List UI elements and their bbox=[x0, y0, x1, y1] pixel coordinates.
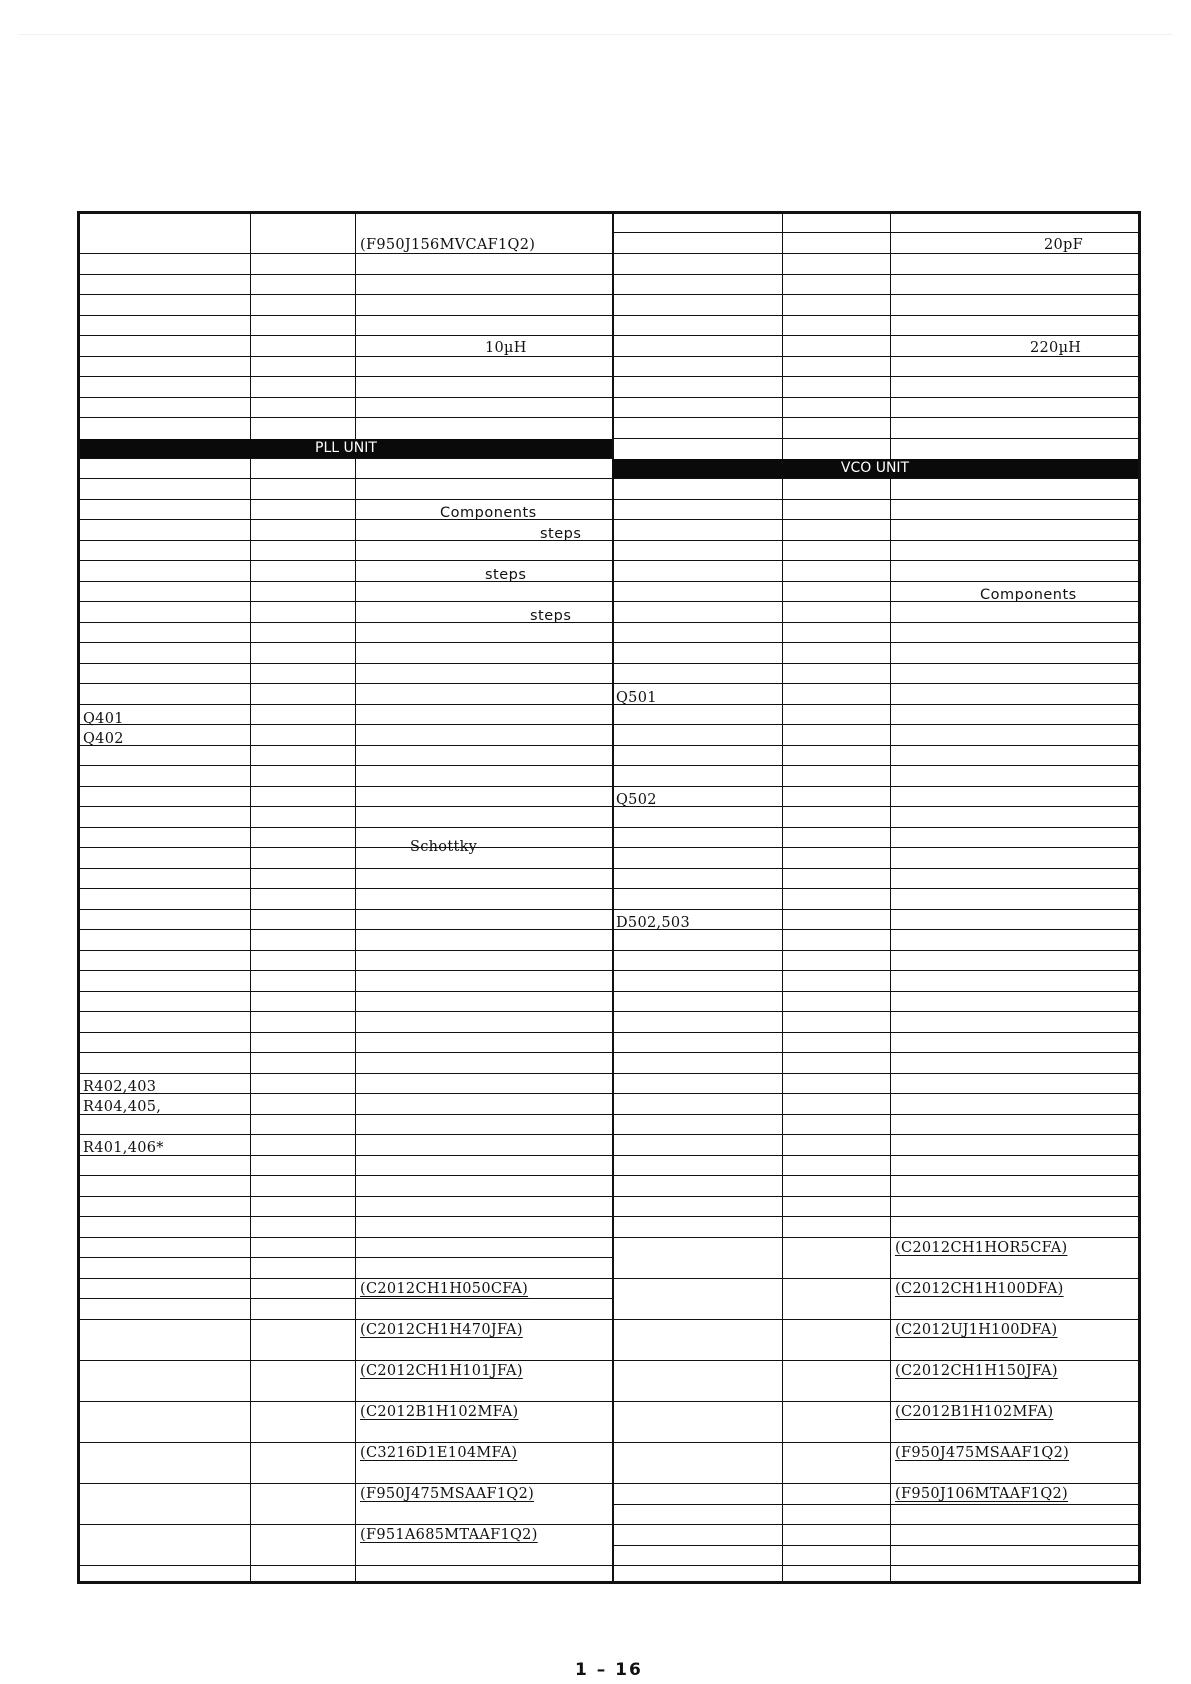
vco-code-row-7: (F950J106MTAAF1Q2) bbox=[895, 1486, 1069, 1502]
vco-components-note: Components bbox=[980, 587, 1077, 603]
ref-q401: Q401 bbox=[83, 711, 124, 727]
vco-capacitor-value: 20pF bbox=[1044, 237, 1083, 253]
pll-capacitor-code: (F950J156MVCAF1Q2) bbox=[360, 237, 536, 253]
ref-r404-405: R404,405, bbox=[83, 1099, 162, 1115]
vco-code-row-2: (C2012CH1H100DFA) bbox=[895, 1281, 1064, 1297]
pll-components-note: Components bbox=[440, 505, 537, 521]
pll-code-row-2: (C2012CH1H470JFA) bbox=[360, 1322, 523, 1338]
parts-list-table bbox=[77, 211, 1141, 1584]
ref-q502: Q502 bbox=[616, 792, 657, 808]
vco-code-row-4: (C2012CH1H150JFA) bbox=[895, 1363, 1058, 1379]
vco-code-row-1: (C2012CH1HOR5CFA) bbox=[895, 1240, 1068, 1256]
pll-unit-banner: PLL UNIT bbox=[80, 439, 612, 458]
ref-r402-403: R402,403 bbox=[83, 1079, 157, 1095]
pll-code-row-7: (F951A685MTAAF1Q2) bbox=[360, 1527, 538, 1543]
ref-r401-406: R401,406* bbox=[83, 1140, 164, 1156]
ref-q501: Q501 bbox=[616, 690, 657, 706]
vco-inductor-value: 220µH bbox=[1030, 340, 1082, 356]
pll-code-row-5: (C3216D1E104MFA) bbox=[360, 1445, 518, 1461]
ref-q402: Q402 bbox=[83, 731, 124, 747]
pll-unit-section bbox=[80, 214, 614, 1581]
vco-unit-banner: VCO UNIT bbox=[612, 459, 1138, 478]
vco-code-row-5: (C2012B1H102MFA) bbox=[895, 1404, 1054, 1420]
ref-d502-503: D502,503 bbox=[616, 915, 690, 931]
vco-code-row-3: (C2012UJ1H100DFA) bbox=[895, 1322, 1058, 1338]
pll-steps-note-2: steps bbox=[485, 567, 527, 583]
pll-steps-note-1: steps bbox=[540, 526, 582, 542]
pll-steps-note-3: steps bbox=[530, 608, 572, 624]
vco-code-row-6: (F950J475MSAAF1Q2) bbox=[895, 1445, 1070, 1461]
page-top-rule bbox=[18, 34, 1173, 35]
pll-code-row-1: (C2012CH1H050CFA) bbox=[360, 1281, 529, 1297]
vco-unit-section bbox=[612, 214, 1138, 1581]
pll-code-row-3: (C2012CH1H101JFA) bbox=[360, 1363, 523, 1379]
pll-inductor-value: 10µH bbox=[485, 340, 527, 356]
pll-code-row-4: (C2012B1H102MFA) bbox=[360, 1404, 519, 1420]
page-number: 1 – 16 bbox=[575, 1660, 643, 1680]
schottky-note: Schottky bbox=[410, 839, 478, 855]
pll-code-row-6: (F950J475MSAAF1Q2) bbox=[360, 1486, 535, 1502]
